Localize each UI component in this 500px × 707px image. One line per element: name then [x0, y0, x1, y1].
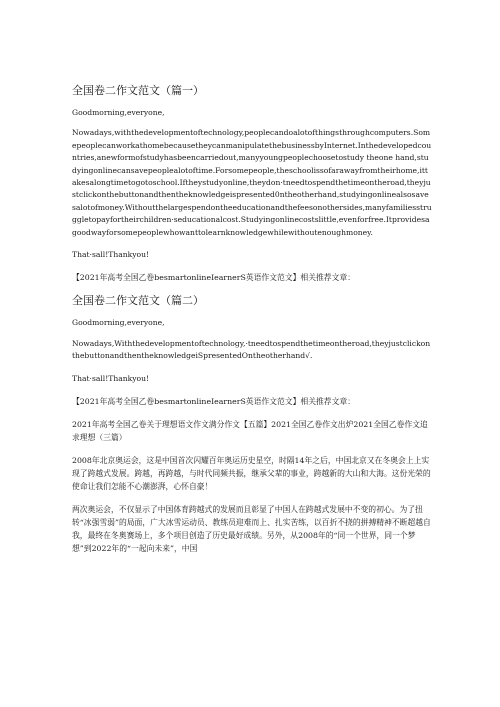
chinese-paragraph-1: 2008年北京奥运会，这是中国首次闪耀百年奥运历史星空，时隔14年之后，中国北京又在冬奥会上上实现了跨越式发展。跨越，再跨越，与时代同频共振，继承父辈的事业，跨越新的大山和大海。这份光荣的使命让我们怎能不心潮澎湃，心怀自豪！ [72, 456, 431, 492]
closing-1: That·sall!Thankyou! [72, 250, 150, 260]
essay-heading-1: 全国卷二作文范文（篇一） [72, 84, 204, 97]
recommendation-line-1: 【2021年高考全国乙卷besmartonlineIearnerS英语作文范文】相关推荐文章： [72, 273, 355, 283]
essay-body-2: Nowadays,Withthedevelopmentoftechnology,·tneedtospendthetimeontheroad,theyjustclickonthebuttonandthentheknowledgeiSpresentedOntheotherhand√. [72, 338, 431, 361]
related-titles: 2021年高考全国乙卷关于理想语文作文满分作文【五篇】2021全国乙卷作文出炉2021全国乙卷作文追求理想（三篇） [72, 420, 428, 443]
recommendation-line-2: 【2021年高考全国乙卷besmartonlineIearnerS英语作文范文】相关推荐文章： [72, 397, 355, 407]
essay-heading-2: 全国卷二作文范文（篇二） [72, 294, 204, 308]
closing-2: That·sall!Thankyou! [72, 373, 150, 383]
chinese-paragraph-2: 两次奥运会，不仅显示了中国体育跨越式的发展而且彰显了中国人在跨越式发展中不变的初心。为了扭转“冰强雪弱”的局面，广大冰雪运动员、教练员迎难而上、扎实苦练，以百折不挠的拼搏精神不断超越自我，最终在冬奥赛场上，多个项目创造了历史最好成绩。另外，从2008年的“同一个世界，同一个梦想”到2022年的“一起向未来”，中国 [72, 505, 431, 554]
greeting-1: Goodmorning,everyone, [72, 108, 165, 117]
essay-body-1: Nowadays,withthedevelopmentoftechnology,peoplecandoalotofthingsthroughcomputers.SomepeoplecanworkathomebecausetheycanmanipulatethebusinessbyInternet.Inthedevelopedcountries,anewformofstudyhasbeencarriedout,manyyoungpeoplechoosetostudy theone hand,studyingonlinecansavepeoplealotoftime.Forsomepeople,theschoolissofarawayfromtheirhome,ittakesalongtimetogotoschool.Iftheystudyonline,theydon·tneedtospendthetimeontheroad,theyjustclickonthebuttonandthentheknowledgeispresented0ntheotherhand,studyingonlinealsosavesalotofmoney.Withoutthelargespendontheeducationandthefeesonothersides,manyfamiliesstruggletopayfortheirchildren·seducationalcost.Studyingonlinecostslittle,evenforfree.Itprovidesagoodwayforsomepeoplewhowanttolearnknowledgewhilewithoutenoughmoney. [72, 128, 432, 237]
greeting-2: Goodmorning,everyone, [72, 318, 165, 328]
document-page [72, 84, 432, 565]
